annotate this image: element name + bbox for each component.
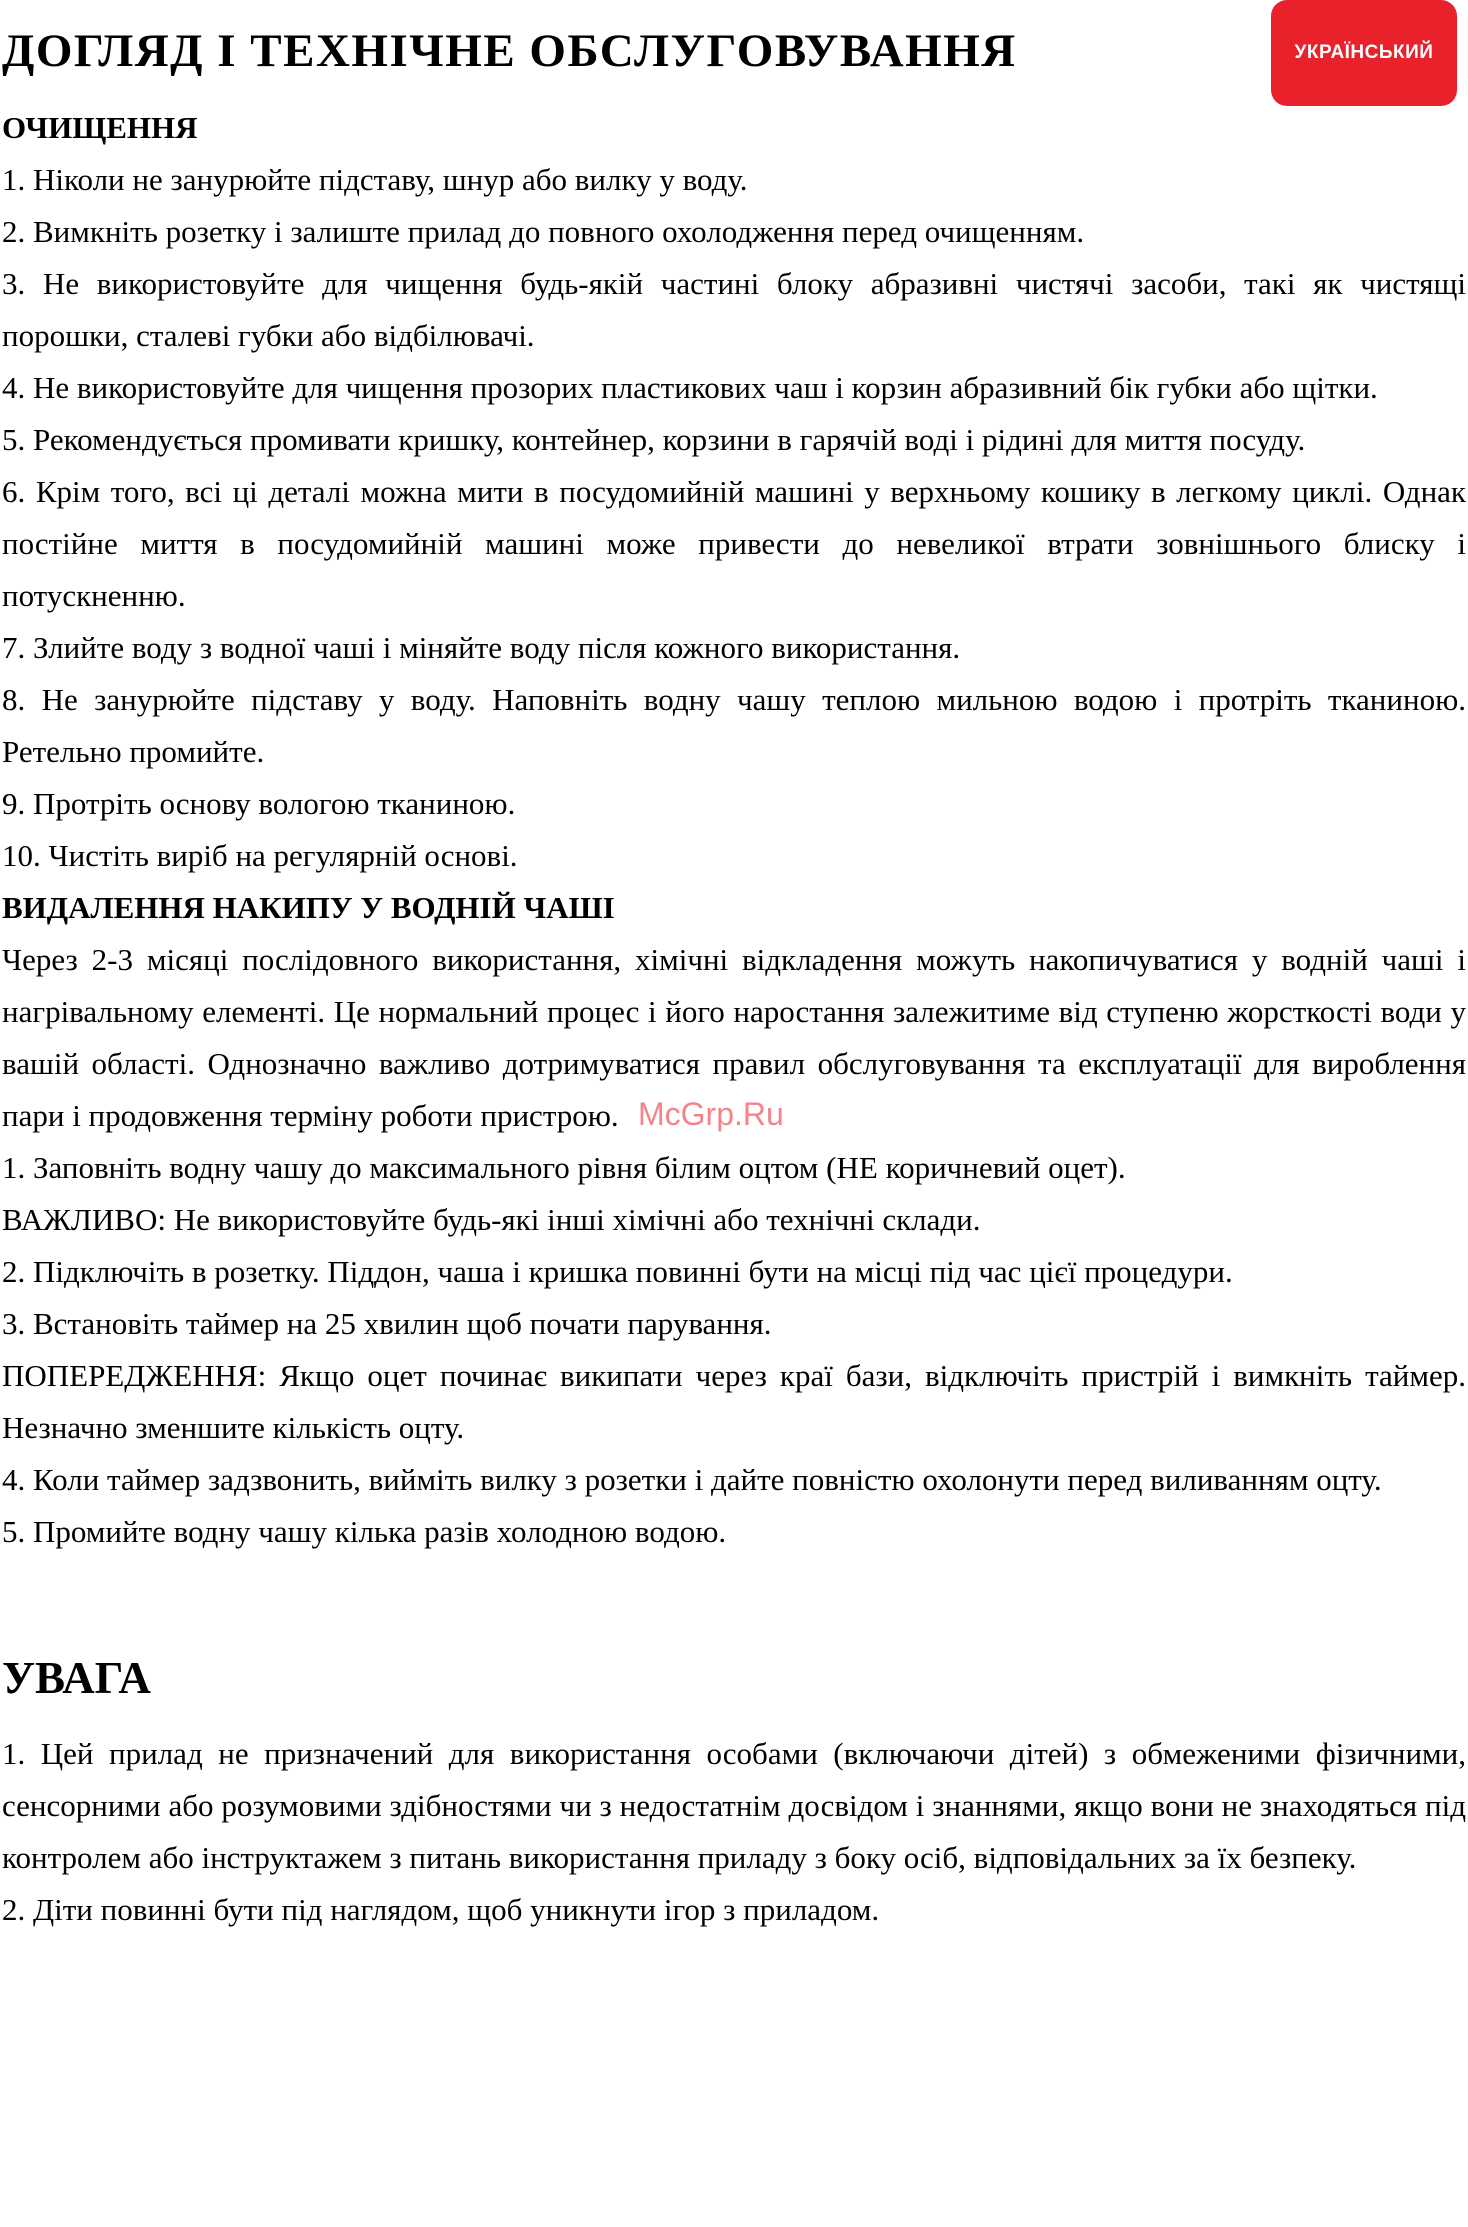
section-gap bbox=[2, 1558, 1466, 1650]
cleaning-item-1: 1. Ніколи не занурюйте підставу, шнур або вилку у воду. bbox=[2, 162, 748, 197]
page-content bbox=[2, 102, 1466, 1936]
descaling-item-1: 1. Заповніть водну чашу до максимального рівня білим оцтом (НЕ коричневий оцет). bbox=[2, 1150, 1126, 1185]
cleaning-item-9: 9. Протріть основу вологою тканиною. bbox=[2, 786, 516, 821]
cleaning-item-5: 5. Рекомендується промивати кришку, контейнер, корзини в гарячій воді і рідині для миття посуду. bbox=[2, 422, 1306, 457]
descaling-item-4: 4. Коли таймер задзвонить, вийміть вилку з розетки і дайте повністю охолонути перед виливанням оцту. bbox=[2, 1462, 1382, 1497]
cleaning-item-10: 10. Чистіть виріб на регулярній основі. bbox=[2, 838, 518, 873]
cleaning-item-8: 8. Не занурюйте підставу у воду. Наповніть водну чашу теплою мильною водою і протріть тканиною. Ретельно промийте. bbox=[2, 682, 1466, 769]
cleaning-item-2: 2. Вимкніть розетку і залиште прилад до повного охолодження перед очищенням. bbox=[2, 214, 1085, 249]
cleaning-heading: ОЧИЩЕННЯ bbox=[2, 110, 198, 145]
descaling-warning-note: ПОПЕРЕДЖЕННЯ: Якщо оцет починає википати через краї бази, відключіть пристрій і вимкніть таймер. Незначно зменшите кількість оцту. bbox=[2, 1358, 1466, 1445]
cleaning-item-6: 6. Крім того, всі ці деталі можна мити в посудомийній машині у верхньому кошику в легкому циклі. Однак постійне миття в посудомийній машині може привести до невеликої втрати зовнішнього блиску і потускненню. bbox=[2, 474, 1466, 613]
cleaning-item-3: 3. Не використовуйте для чищення будь-якій частині блоку абразивні чистячі засоби, такі як чистящі порошки, сталеві губки або відбілювачі. bbox=[2, 266, 1466, 353]
cleaning-item-4: 4. Не використовуйте для чищення прозорих пластикових чаш і корзин абразивний бік губки або щітки. bbox=[2, 370, 1378, 405]
page-title: ДОГЛЯД І ТЕХНІЧНЕ ОБСЛУГОВУВАННЯ bbox=[2, 25, 1017, 77]
descaling-intro: Через 2-3 місяці послідовного використання, хімічні відкладення можуть накопичуватися у водній чаші і нагрівальному елементі. Це нормальний процес і його наростання залежитиме від ступеню жорсткості води у вашій області. Однозначно важливо дотримуватися правил обслуговування та експлуатації для вироблення пари і продовження терміну роботи пристрою. bbox=[2, 942, 1466, 1133]
descaling-item-5: 5. Промийте водну чашу кілька разів холодною водою. bbox=[2, 1514, 727, 1549]
warning-heading: УВАГА bbox=[2, 1653, 151, 1703]
descaling-important-note: ВАЖЛИВО: Не використовуйте будь-які інші хімічні або технічні склади. bbox=[2, 1202, 981, 1237]
warning-item-2: 2. Діти повинні бути під наглядом, щоб уникнути ігор з приладом. bbox=[2, 1892, 880, 1927]
descaling-heading: ВИДАЛЕННЯ НАКИПУ У ВОДНІЙ ЧАШІ bbox=[2, 890, 615, 925]
heading-gap bbox=[2, 1706, 1466, 1728]
descaling-item-3: 3. Встановіть таймер на 25 хвилин щоб почати парування. bbox=[2, 1306, 772, 1341]
cleaning-item-7: 7. Злийте воду з водної чаші і міняйте воду після кожного використання. bbox=[2, 630, 961, 665]
watermark: MсGrp.Ru bbox=[638, 1096, 784, 1132]
language-badge: УКРАЇНСЬКИЙ bbox=[1271, 0, 1457, 106]
descaling-item-2: 2. Підключіть в розетку. Піддон, чаша і кришка повинні бути на місці під час цієї процедури. bbox=[2, 1254, 1233, 1289]
warning-item-1: 1. Цей прилад не призначений для використання особами (включаючи дітей) з обмеженими фізичними, сенсорними або розумовими здібностями чи з недостатнім досвідом і знаннями, якщо вони не знаходяться під контролем або інструктажем з питань використання приладу з боку осіб, відповідальних за їх безпеку. bbox=[2, 1736, 1466, 1875]
